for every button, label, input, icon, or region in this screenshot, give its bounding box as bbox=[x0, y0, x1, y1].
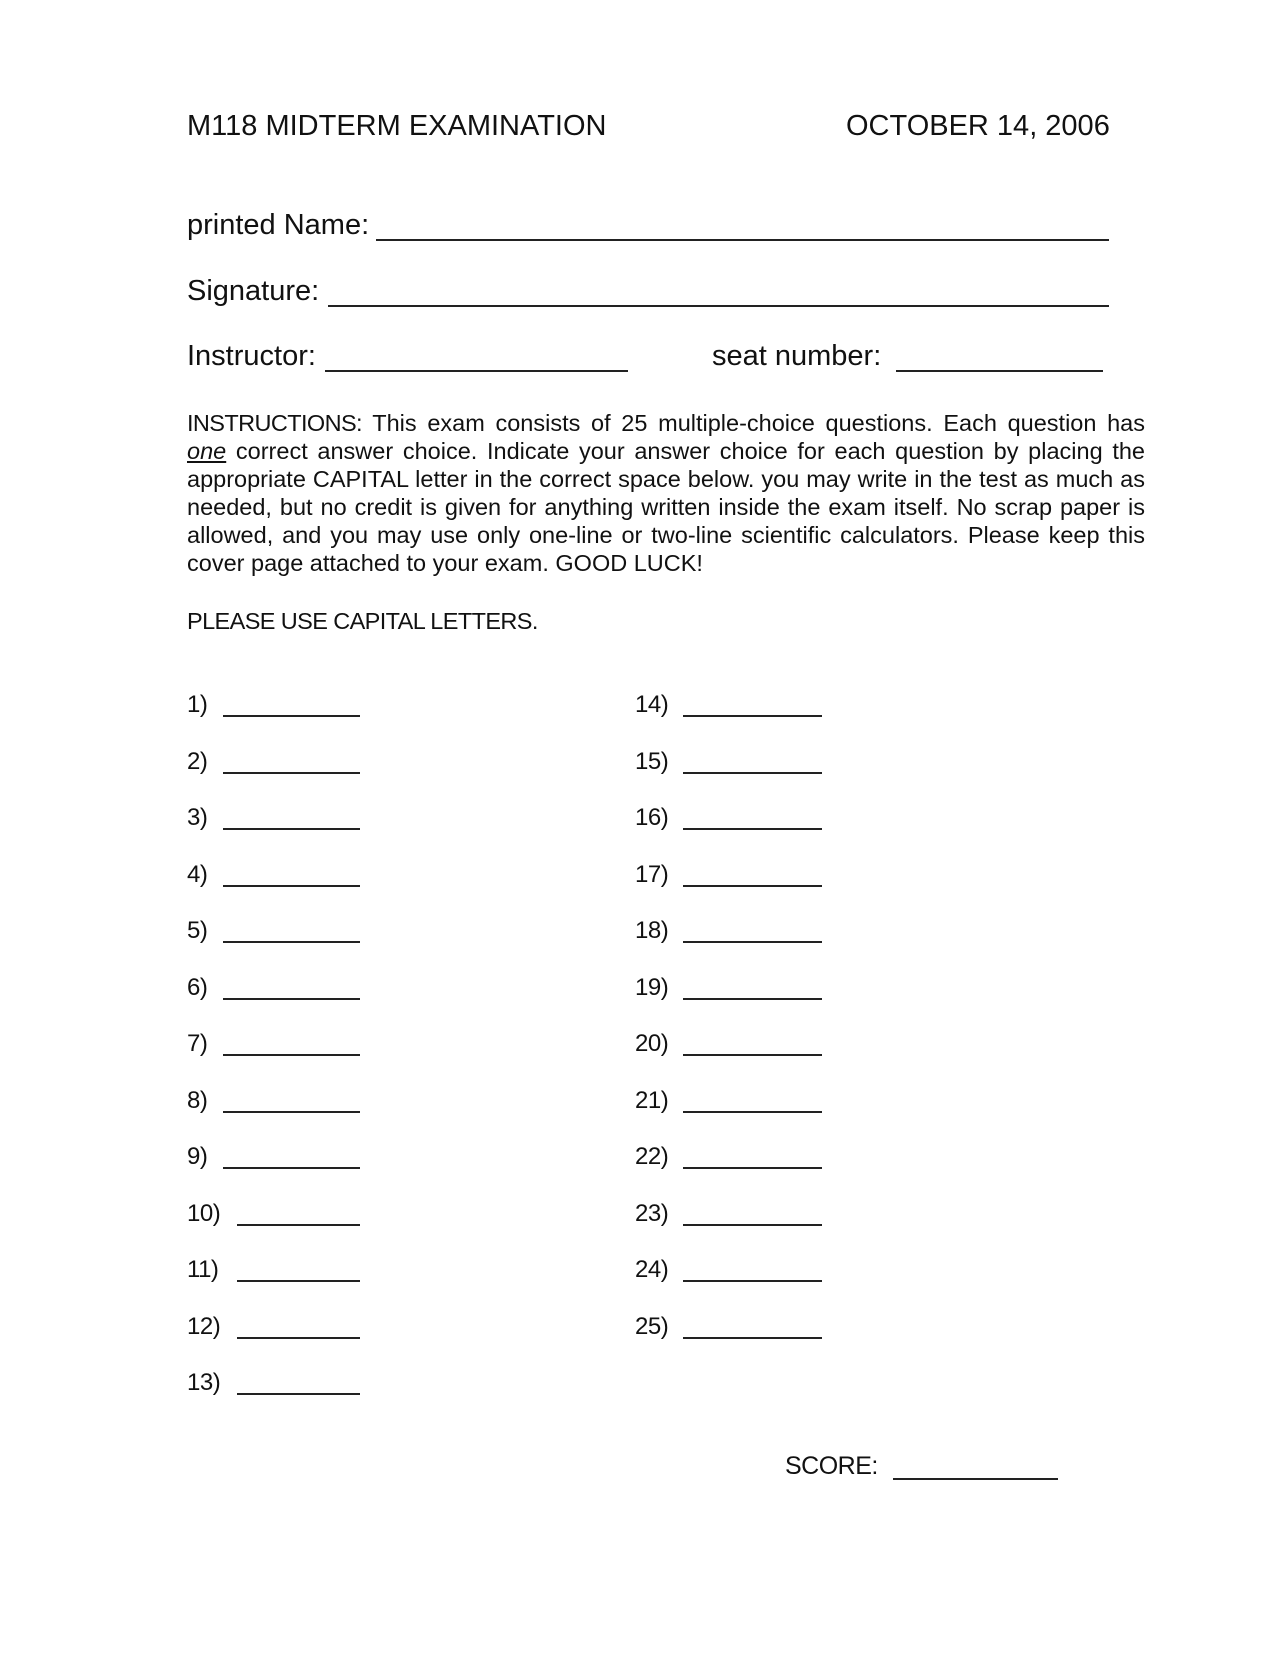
answer-number-1: 1) bbox=[187, 691, 208, 718]
seat-number-line[interactable] bbox=[896, 370, 1103, 372]
answer-blank-24[interactable] bbox=[683, 1280, 822, 1282]
answer-blank-2[interactable] bbox=[223, 772, 360, 774]
answer-blank-19[interactable] bbox=[683, 998, 822, 1000]
answer-blank-3[interactable] bbox=[223, 828, 360, 830]
answer-number-19: 19) bbox=[635, 973, 669, 1001]
instructions-label: INSTRUCTIONS: bbox=[187, 410, 362, 436]
answer-number-24: 24) bbox=[635, 1256, 669, 1283]
answer-number-23: 23) bbox=[635, 1199, 669, 1227]
answer-number-16: 16) bbox=[635, 804, 669, 831]
answer-number-7: 7) bbox=[187, 1030, 208, 1057]
exam-title: M118 MIDTERM EXAMINATION bbox=[187, 110, 607, 142]
answer-number-3: 3) bbox=[187, 804, 208, 831]
answer-number-12: 12) bbox=[187, 1312, 221, 1340]
answer-number-10: 10) bbox=[187, 1199, 221, 1227]
exam-date: OCTOBER 14, 2006 bbox=[846, 110, 1110, 142]
answer-blank-10[interactable] bbox=[237, 1224, 360, 1226]
answer-blank-18[interactable] bbox=[683, 941, 822, 943]
answer-blank-16[interactable] bbox=[683, 828, 822, 830]
answer-number-6: 6) bbox=[187, 973, 208, 1001]
answer-blank-14[interactable] bbox=[683, 715, 822, 717]
answer-blank-22[interactable] bbox=[683, 1167, 822, 1169]
answer-number-8: 8) bbox=[187, 1086, 208, 1114]
answer-number-20: 20) bbox=[635, 1030, 669, 1057]
answer-blank-6[interactable] bbox=[223, 998, 360, 1000]
answer-number-18: 18) bbox=[635, 917, 669, 944]
printed-name-label: printed Name: bbox=[187, 209, 370, 241]
instructions-emphasis: one bbox=[187, 438, 227, 464]
answer-number-4: 4) bbox=[187, 860, 208, 888]
answer-number-5: 5) bbox=[187, 917, 208, 944]
answer-number-22: 22) bbox=[635, 1143, 669, 1170]
score-line[interactable] bbox=[893, 1478, 1058, 1480]
answer-blank-20[interactable] bbox=[683, 1054, 822, 1056]
instructor-label: Instructor: bbox=[187, 340, 316, 372]
answer-number-14: 14) bbox=[635, 691, 669, 718]
printed-name-line[interactable] bbox=[376, 239, 1109, 241]
answer-blank-21[interactable] bbox=[683, 1111, 822, 1113]
instructor-line[interactable] bbox=[325, 370, 628, 372]
instructions-text-2: correct answer choice. Indicate your answer choice for each question by placing the appropriate CAPITAL letter in the correct space below. you may write in the test as much as needed, but no credit is given for anything written inside the exam itself. No scrap paper is allowed, and you may use only one-line or two-line scientific calculators. Please keep this cover page attached to your exam. GOOD LUCK! bbox=[187, 438, 1145, 576]
answer-number-15: 15) bbox=[635, 747, 669, 775]
answer-blank-8[interactable] bbox=[223, 1111, 360, 1113]
answer-number-13: 13) bbox=[187, 1369, 221, 1396]
answer-blank-9[interactable] bbox=[223, 1167, 360, 1169]
instructions-paragraph bbox=[187, 409, 1145, 577]
signature-label: Signature: bbox=[187, 275, 320, 307]
answer-blank-23[interactable] bbox=[683, 1224, 822, 1226]
answer-number-11: 11) bbox=[187, 1256, 219, 1283]
seat-number-label: seat number: bbox=[712, 340, 882, 372]
answer-number-17: 17) bbox=[635, 860, 669, 888]
answer-blank-15[interactable] bbox=[683, 772, 822, 774]
answer-number-2: 2) bbox=[187, 747, 208, 775]
answer-number-25: 25) bbox=[635, 1312, 669, 1340]
answer-blank-17[interactable] bbox=[683, 885, 822, 887]
answer-blank-12[interactable] bbox=[237, 1337, 360, 1339]
score-label: SCORE: bbox=[785, 1452, 878, 1480]
answer-blank-1[interactable] bbox=[223, 715, 360, 717]
capital-letters-note: PLEASE USE CAPITAL LETTERS. bbox=[187, 608, 538, 634]
answer-blank-7[interactable] bbox=[223, 1054, 360, 1056]
answer-number-9: 9) bbox=[187, 1143, 208, 1170]
instructions-text-1: This exam consists of 25 multiple-choice questions. Each question has bbox=[361, 410, 1145, 436]
answer-blank-13[interactable] bbox=[237, 1393, 360, 1395]
signature-line[interactable] bbox=[328, 305, 1109, 307]
answer-blank-4[interactable] bbox=[223, 885, 360, 887]
answer-blank-25[interactable] bbox=[683, 1337, 822, 1339]
answer-blank-5[interactable] bbox=[223, 941, 360, 943]
answer-number-21: 21) bbox=[635, 1086, 669, 1114]
answer-blank-11[interactable] bbox=[237, 1280, 360, 1282]
